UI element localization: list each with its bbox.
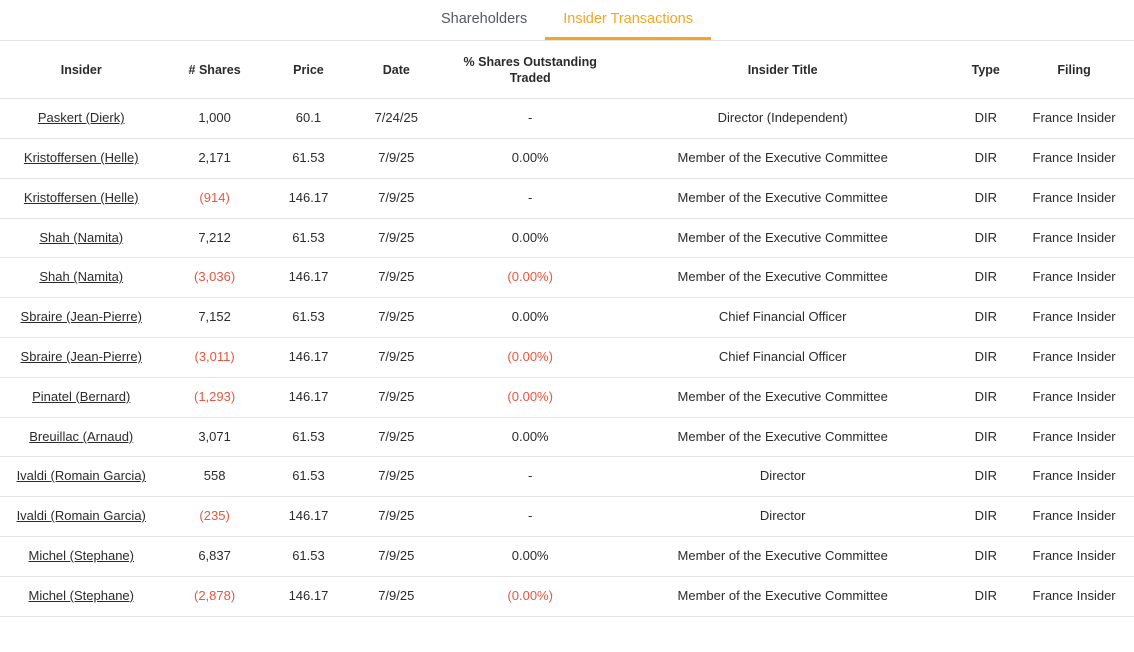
table-row [0,258,1134,298]
cell-price: 146.17 [267,258,350,298]
cell-filing: France Insider [1024,338,1134,378]
cell-pct-shares-outstanding-traded: - [442,497,618,537]
cell-date: 7/9/25 [350,377,442,417]
cell-filing: France Insider [1024,417,1134,457]
cell-price: 146.17 [267,178,350,218]
cell-shares: 7,212 [162,218,266,258]
cell-price: 146.17 [267,377,350,417]
cell-shares: 558 [162,457,266,497]
cell-date: 7/9/25 [350,258,442,298]
cell-shares: (1,293) [162,377,266,417]
table-row [0,417,1134,457]
cell-type: DIR [947,338,1024,378]
cell-price: 61.53 [267,457,350,497]
insider-link[interactable]: Sbraire (Jean-Pierre) [20,309,142,325]
cell-price: 61.53 [267,537,350,577]
insider-link[interactable]: Ivaldi (Romain Garcia) [16,508,146,524]
cell-type: DIR [947,576,1024,616]
cell-pct-shares-outstanding-traded: 0.00% [442,139,618,179]
cell-shares: (2,878) [162,576,266,616]
cell-pct-shares-outstanding-traded: 0.00% [442,298,618,338]
cell-type: DIR [947,377,1024,417]
cell-insider-title: Director [618,457,947,497]
cell-date: 7/9/25 [350,338,442,378]
table-row [0,178,1134,218]
cell-date: 7/9/25 [350,298,442,338]
cell-price: 61.53 [267,298,350,338]
cell-pct-shares-outstanding-traded: (0.00%) [442,338,618,378]
cell-type: DIR [947,298,1024,338]
cell-filing: France Insider [1024,139,1134,179]
cell-insider [0,218,162,258]
cell-pct-shares-outstanding-traded: - [442,457,618,497]
cell-filing: France Insider [1024,99,1134,139]
cell-filing: France Insider [1024,178,1134,218]
cell-type: DIR [947,457,1024,497]
cell-shares: 2,171 [162,139,266,179]
cell-insider [0,258,162,298]
insider-link[interactable]: Paskert (Dierk) [37,110,125,126]
insider-link[interactable]: Shah (Namita) [39,229,124,245]
cell-filing: France Insider [1024,298,1134,338]
cell-insider [0,99,162,139]
table-row [0,298,1134,338]
cell-pct-shares-outstanding-traded: 0.00% [442,537,618,577]
insider-link[interactable]: Shah (Namita) [39,269,124,285]
insider-link[interactable]: Kristoffersen (Helle) [23,150,139,166]
cell-insider [0,139,162,179]
cell-insider [0,497,162,537]
cell-filing: France Insider [1024,576,1134,616]
table-row [0,576,1134,616]
cell-insider-title: Member of the Executive Committee [618,377,947,417]
cell-price: 61.53 [267,218,350,258]
cell-filing: France Insider [1024,537,1134,577]
cell-type: DIR [947,258,1024,298]
cell-insider [0,338,162,378]
insider-link[interactable]: Michel (Stephane) [28,548,134,564]
column-header-pct-shares-outstanding-traded[interactable]: % Shares Outstanding Traded [442,41,618,99]
insider-link[interactable]: Sbraire (Jean-Pierre) [20,349,142,365]
cell-insider-title: Director [618,497,947,537]
column-header-filing[interactable]: Filing [1024,41,1134,99]
cell-shares: 1,000 [162,99,266,139]
table-row [0,457,1134,497]
cell-insider [0,457,162,497]
cell-insider [0,576,162,616]
cell-price: 146.17 [267,338,350,378]
cell-filing: France Insider [1024,377,1134,417]
insider-link[interactable]: Kristoffersen (Helle) [23,189,139,205]
table-body [0,99,1134,616]
column-header-insider-title[interactable]: Insider Title [618,41,947,99]
table-row [0,218,1134,258]
cell-insider-title: Member of the Executive Committee [618,178,947,218]
column-header-date[interactable]: Date [350,41,442,99]
cell-shares: (235) [162,497,266,537]
cell-filing: France Insider [1024,258,1134,298]
insider-link[interactable]: Pinatel (Bernard) [32,388,131,404]
cell-shares: 7,152 [162,298,266,338]
insider-link[interactable]: Breuillac (Arnaud) [29,428,134,444]
cell-date: 7/9/25 [350,218,442,258]
table-row [0,497,1134,537]
cell-date: 7/9/25 [350,417,442,457]
cell-pct-shares-outstanding-traded: 0.00% [442,417,618,457]
insider-link[interactable]: Ivaldi (Romain Garcia) [16,468,146,484]
column-header-shares[interactable]: # Shares [162,41,266,99]
table-row [0,139,1134,179]
column-header-insider[interactable]: Insider [0,41,162,99]
cell-insider-title: Member of the Executive Committee [618,417,947,457]
table-row [0,537,1134,577]
tab-insider-transactions[interactable]: Insider Transactions [545,12,711,41]
cell-filing: France Insider [1024,218,1134,258]
table-row [0,99,1134,139]
cell-insider-title: Member of the Executive Committee [618,218,947,258]
cell-pct-shares-outstanding-traded: - [442,99,618,139]
cell-insider-title: Member of the Executive Committee [618,576,947,616]
cell-date: 7/9/25 [350,178,442,218]
table-row [0,377,1134,417]
cell-price: 60.1 [267,99,350,139]
cell-insider-title: Director (Independent) [618,99,947,139]
cell-filing: France Insider [1024,497,1134,537]
cell-type: DIR [947,218,1024,258]
cell-date: 7/9/25 [350,497,442,537]
cell-date: 7/9/25 [350,537,442,577]
cell-insider [0,417,162,457]
cell-pct-shares-outstanding-traded: (0.00%) [442,377,618,417]
tab-shareholders[interactable]: Shareholders [423,12,545,41]
cell-pct-shares-outstanding-traded: 0.00% [442,218,618,258]
cell-price: 146.17 [267,497,350,537]
column-header-price[interactable]: Price [267,41,350,99]
cell-date: 7/9/25 [350,576,442,616]
cell-shares: (3,011) [162,338,266,378]
cell-insider [0,377,162,417]
cell-shares: (914) [162,178,266,218]
cell-insider [0,537,162,577]
cell-insider-title: Chief Financial Officer [618,338,947,378]
cell-date: 7/9/25 [350,139,442,179]
table-row [0,338,1134,378]
cell-type: DIR [947,139,1024,179]
cell-type: DIR [947,417,1024,457]
table-header-row [0,41,1134,99]
cell-type: DIR [947,178,1024,218]
cell-insider-title: Member of the Executive Committee [618,139,947,179]
cell-price: 61.53 [267,139,350,179]
cell-shares: 3,071 [162,417,266,457]
column-header-type[interactable]: Type [947,41,1024,99]
cell-pct-shares-outstanding-traded: (0.00%) [442,258,618,298]
cell-insider [0,298,162,338]
insider-link[interactable]: Michel (Stephane) [28,587,134,603]
cell-type: DIR [947,537,1024,577]
cell-pct-shares-outstanding-traded: (0.00%) [442,576,618,616]
cell-insider [0,178,162,218]
cell-type: DIR [947,99,1024,139]
cell-insider-title: Member of the Executive Committee [618,537,947,577]
cell-pct-shares-outstanding-traded: - [442,178,618,218]
cell-shares: (3,036) [162,258,266,298]
cell-price: 61.53 [267,417,350,457]
cell-insider-title: Member of the Executive Committee [618,258,947,298]
tab-bar [0,0,1134,41]
cell-price: 146.17 [267,576,350,616]
table-header [0,41,1134,99]
insider-transactions-table [0,41,1134,617]
cell-date: 7/9/25 [350,457,442,497]
cell-date: 7/24/25 [350,99,442,139]
cell-shares: 6,837 [162,537,266,577]
cell-filing: France Insider [1024,457,1134,497]
cell-type: DIR [947,497,1024,537]
cell-insider-title: Chief Financial Officer [618,298,947,338]
